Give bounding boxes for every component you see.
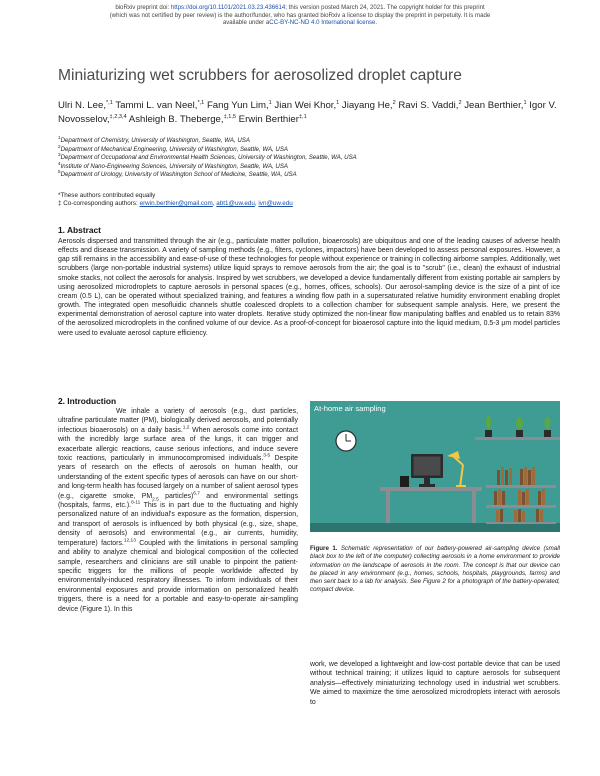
email-separator-2: , xyxy=(254,200,259,208)
intro-text-segment: We inhale a variety of aerosols (e.g., dust particles, ultrafine particulate matter (PM), biologically derived aerosols, and potentially infectious bioaerosols) on a daily basis. xyxy=(58,408,298,434)
intro-text-segment: When aerosols come into contact with the incredibly large surface area of the lungs, it can trigger and exacerbate allergic reactions, cause serious infections, and induce severe toxic reactions, particularly in immunocompromised individuals. xyxy=(58,426,298,463)
figure-floor xyxy=(310,523,560,532)
figure-title: At-home air sampling xyxy=(314,404,386,413)
introduction-left-column xyxy=(58,407,298,614)
author-affiliation-mark: ‡,2,3,4 xyxy=(109,114,127,121)
doi-link[interactable]: https://doi.org/10.1101/2021.03.23.436614 xyxy=(170,4,286,11)
corresponding-authors-note xyxy=(58,200,558,208)
preprint-notice xyxy=(40,4,560,27)
author-name: Fang Yun Lim, xyxy=(204,100,269,111)
clock-icon xyxy=(336,431,356,451)
subscript-text: 2.5 xyxy=(152,497,159,503)
figure-1-illustration xyxy=(310,401,560,532)
citation-reference: 6,7 xyxy=(193,491,200,497)
author-affiliation-mark: 2 xyxy=(458,99,462,106)
email-link-3[interactable]: ivn@uw.edu xyxy=(258,200,293,208)
author-affiliation-mark: *,1 xyxy=(105,99,113,106)
air-sampling-device xyxy=(400,476,409,487)
introduction-paragraph xyxy=(58,407,298,614)
wall-shelf xyxy=(475,437,560,440)
citation-reference: 12,13 xyxy=(123,538,136,544)
preprint-license-label: available under a xyxy=(222,19,270,27)
intro-text-segment: Despite years of research on the effects of aerosols on human health, our understanding of the extent specific types of aerosols can have on our short- and long-term health has focused largely on a number of salient aerosol types (e.g., cigarette smoke, PM xyxy=(58,455,298,500)
intro-text-segment: and environmental settings (hospitals, farms, etc.). xyxy=(58,492,298,510)
author-affiliation-mark: 2 xyxy=(392,99,396,106)
affiliation-line xyxy=(58,160,558,172)
email-link-2[interactable]: abt1@uw.edu xyxy=(216,200,255,208)
author-affiliation-mark: 1 xyxy=(268,99,272,106)
author-affiliation-mark: *,1 xyxy=(197,99,205,106)
equal-contribution-note: *These authors contributed equally xyxy=(58,192,156,199)
figure-1-caption-text: Schematic representation of our battery-powered air-sampling device (small black box to the left of the computer) collecting aerosols in a home environment to provide information on the landscape of aerosols in the room. The concept is that our device can be placed in any environment (e.g., homes, schools, hospitals, playgrounds, farms) and then sent back to a lab for analysis. See Figure 2 for a photograph of the battery-operated, compact device. xyxy=(310,545,560,594)
affiliation-number: 3 xyxy=(58,151,61,157)
affiliation-text: Department of Chemistry, University of Washington, Seattle, WA, USA xyxy=(60,137,250,144)
abstract-text: Aerosols dispersed and transmitted through the air (e.g., particulate matter pollution, bioaerosols) are ubiquitous and one of the leading causes of adverse health effects and disease transmission. A variety of sampling methods (e.g., filters, cyclones, impactors) have been developed to assess personal exposures. However, a gap still remains in the accessibility and ease-of-use of these technologies for people without experience or training in collecting airborne samples. Additionally, wet scrubbers (large non-portable industrial systems) utilize liquid sprays to remove aerosols from the air; the goal is to "scrub" (i.e., clean) the exhaust of industrial smoke stacks, not collect the aerosols for analysis. Inspired by wet scrubbers, we developed a device fundamentally different from existing portable air samplers by using aerosolized microdroplets to capture aerosols in personal spaces (e.g., homes, offices, schools). Our aerosol-sampling device is the size of a pint of ice cream (0.5 L), can be operated without specialized training, and features a winding flow path in a supersaturated relative humidity environment enabling droplet growth. The integrated open mesofluidic channels shuttle coalesced droplets to a collection chamber for subsequent sample analysis. Here, we present the experimental demonstration of aerosol capture into water droplets. Iterative study optimized the non-linear flow manipulating baffles and enabled us to retain 83% of the aerosolized microdroplets in the confined volume of our device. As a proof-of-concept for bioaerosol capture into the liquid medium, 0.5-3 μm model particles were used to evaluate aerosol capture efficiency. xyxy=(58,238,560,337)
affiliation-number: 5 xyxy=(58,168,61,174)
author-name: Ashleigh B. Theberge, xyxy=(126,114,224,126)
desk-top xyxy=(380,487,482,491)
abstract-heading: 1. Abstract xyxy=(58,225,101,235)
author-affiliation-mark: ‡,1,5 xyxy=(223,114,237,121)
affiliation-line xyxy=(58,168,558,180)
email-link-1[interactable]: erwin.berthier@gmail.com xyxy=(139,200,213,208)
affiliation-number: 2 xyxy=(58,143,61,149)
citation-reference: 1,2 xyxy=(182,425,190,431)
preprint-line-2: (which was not certified by peer review) is the author/funder, who has granted bioRxiv a license to display the preprint in perpetuity. It is made xyxy=(109,11,491,19)
intro-text-segment: Coupled with the limitations in personal sampling and ability to analyze chemical and biological composition of the collected sample, researchers and clinicians are still unable to pinpoint the patient-specific triggers for the millions of people worldwide affected by environmentally-induced respiratory illnesses. To inform individuals of their environmental exposures and provide information on personalized health triggers, there is a need for a portable and easy-to-operate air-sampling device (Figure 1). In this xyxy=(58,539,299,613)
author-notes xyxy=(58,192,558,209)
preprint-line-3 xyxy=(40,19,560,27)
preprint-line-3-tail: . xyxy=(375,19,378,27)
author-affiliation-mark: 1 xyxy=(523,99,527,106)
author-name: Ulri N. Lee, xyxy=(58,100,106,111)
author-name: Jiayang He, xyxy=(339,100,393,111)
affiliation-text: Department of Mechanical Engineering, University of Washington, Seattle, WA, USA xyxy=(60,145,288,153)
citation-reference: 3-5 xyxy=(263,453,271,459)
preprint-line-1-tail: ; this version posted March 24, 2021. The copyright holder for this preprint xyxy=(285,4,485,11)
affiliation-text: Department of Occupational and Environmental Health Sciences, University of Washington, Seattle, WA, USA xyxy=(60,154,357,161)
author-name: Erwin Berthier xyxy=(236,114,299,126)
affiliation-text: Institute of Nano-Engineering Sciences, University of Washington, Seattle, WA, USA xyxy=(60,162,288,170)
introduction-heading: 2. Introduction xyxy=(58,396,117,406)
author-name: Jean Berthier, xyxy=(461,100,524,111)
introduction-right-column: work, we developed a lightweight and low-cost portable device that can be used without technical training; it utilizes liquid to capture aerosols for subsequent analysis—effectively miniaturizing technology used in industrial wet scrubbers. We aimed to maximize the time aerosolized microdroplets interact with aerosols to xyxy=(310,661,560,706)
author-affiliation-mark: 1 xyxy=(336,99,340,106)
figure-1-svg xyxy=(310,401,560,532)
affiliation-text: Department of Urology, University of Washington School of Medicine, Seattle, WA, USA xyxy=(60,171,297,178)
figure-1-label: Figure 1. xyxy=(310,545,338,552)
author-name: Igor V. Novosselov, xyxy=(58,100,557,126)
author-list xyxy=(58,99,558,127)
preprint-doi-label: bioRxiv preprint doi: xyxy=(115,4,171,11)
author-name: Ravi S. Vaddi, xyxy=(395,100,459,111)
corresponding-label: ‡ Co-corresponding authors: xyxy=(58,200,140,208)
desk-leg-left xyxy=(386,491,390,523)
desk-leg-right xyxy=(472,491,476,523)
figure-1-caption xyxy=(310,545,560,595)
affiliation-number: 4 xyxy=(58,160,61,166)
author-name: Jian Wei Khor, xyxy=(271,100,337,111)
preprint-line-1 xyxy=(40,4,560,12)
citation-reference: 8-11 xyxy=(131,500,141,506)
author-affiliation-mark: ‡,1 xyxy=(298,114,307,121)
email-separator-1: , xyxy=(212,200,217,208)
author-name: Tammi L. van Neel, xyxy=(112,100,198,111)
license-link[interactable]: CC-BY-NC-ND 4.0 International license xyxy=(269,19,376,27)
intro-text-segment: particles) xyxy=(158,492,194,500)
affiliation-number: 1 xyxy=(58,134,61,140)
affiliation-line xyxy=(58,143,558,155)
affiliation-list xyxy=(58,134,558,180)
intro-text-segment: This is in part due to the fluctuating and highly personalized nature of an individual's exposure as the formation, dispersion, and transport of aerosols is influenced by both physical (e.g., size, shape, density of aerosols) and environmental (e.g., air currents, humidity, temperature) factors. xyxy=(58,502,298,547)
paper-title: Miniaturizing wet scrubbers for aerosolized droplet capture xyxy=(58,67,462,84)
